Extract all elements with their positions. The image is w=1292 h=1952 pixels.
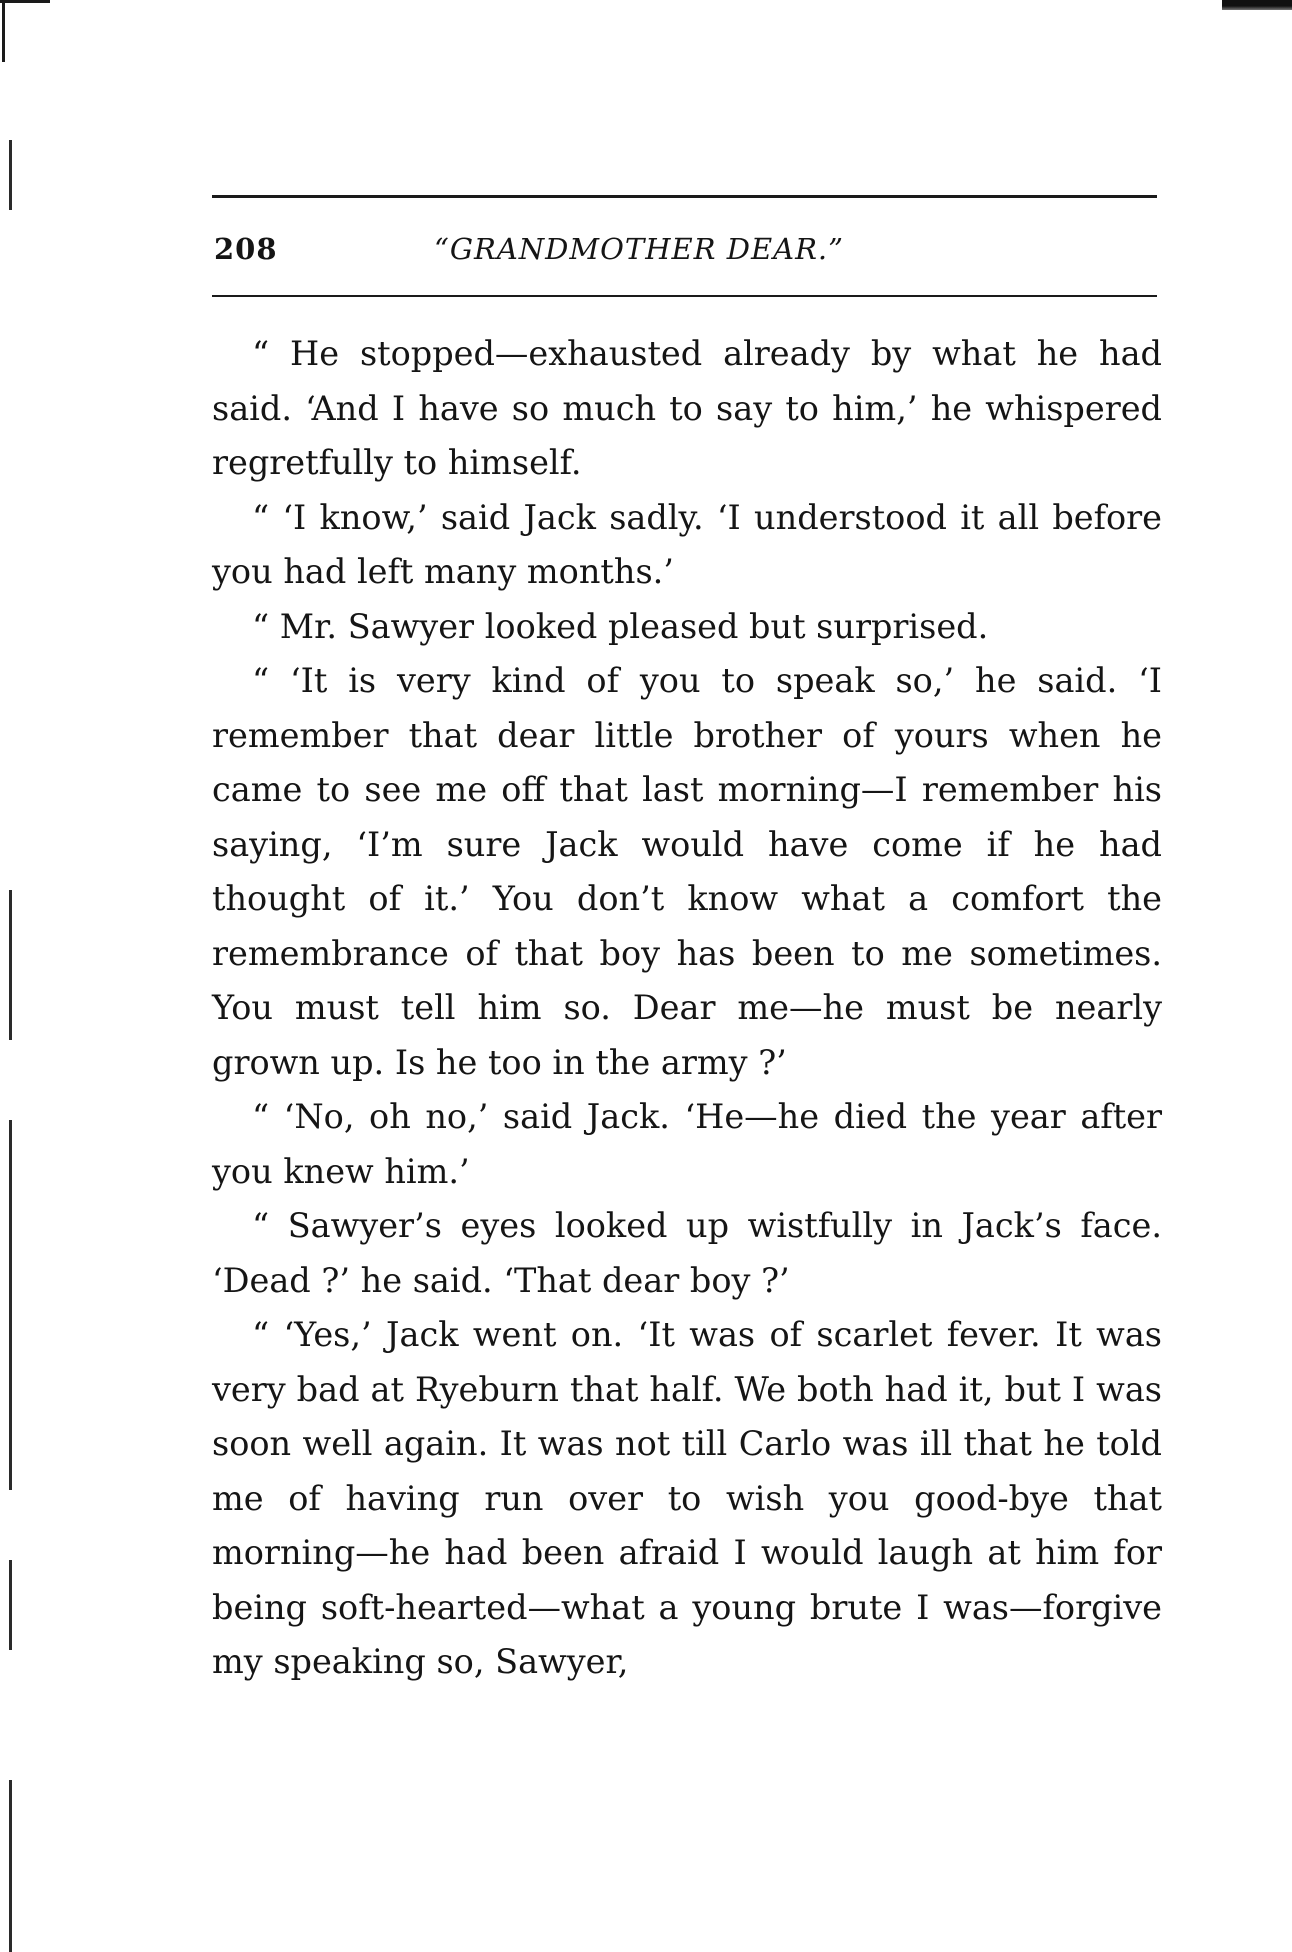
book-page xyxy=(212,195,1162,1690)
margin-mark xyxy=(9,140,12,210)
scan-border-left xyxy=(2,0,5,62)
paragraph: “ Mr. Sawyer looked pleased but surprised. xyxy=(252,606,989,646)
running-head xyxy=(212,232,1162,272)
page-number: 208 xyxy=(214,232,278,266)
scan-border-top xyxy=(0,0,50,3)
running-title: “GRANDMOTHER DEAR.” xyxy=(434,232,844,266)
paragraph: “ Sawyer’s eyes looked up wistfully in Jack’s face. ‘Dead ?’ he said. ‘That dear boy ?’ xyxy=(212,1206,1162,1300)
header-rule-top xyxy=(212,195,1157,198)
margin-mark xyxy=(9,1120,12,1490)
margin-mark xyxy=(9,890,12,1040)
header-rule-bottom xyxy=(212,295,1157,297)
scan-border-corner xyxy=(1222,0,1292,10)
paragraph: “ ‘I know,’ said Jack sadly. ‘I understood it all before you had left many months.’ xyxy=(212,497,1162,591)
paragraph: “ He stopped—exhausted already by what he had said. ‘And I have so much to say to him,’ he whispered regretfully to himself. xyxy=(212,334,1162,482)
body-text xyxy=(212,327,1162,1690)
paragraph: “ ‘No, oh no,’ said Jack. ‘He—he died the year after you knew him.’ xyxy=(212,1097,1162,1191)
margin-mark xyxy=(9,1780,12,1952)
margin-mark xyxy=(9,1560,12,1650)
paragraph: “ ‘It is very kind of you to speak so,’ he said. ‘I remember that dear little brother of yours when he came to see me off that last morning—I remember his saying, ‘I’m sure Jack would have come if he had thought of it.’ You don’t know what a comfort the remembrance of that boy has been to me sometimes. You must tell him so. Dear me—he must be nearly grown up. Is he too in the army ?’ xyxy=(212,661,1162,1082)
paragraph: “ ‘Yes,’ Jack went on. ‘It was of scarlet fever. It was very bad at Ryeburn that half. We both had it, but I was soon well again. It was not till Carlo was ill that he told me of having run over to wish you good-bye that morning—he had been afraid I would laugh at him for being soft-hearted—what a young brute I was—forgive my speaking so, Sawyer, xyxy=(212,1315,1162,1681)
